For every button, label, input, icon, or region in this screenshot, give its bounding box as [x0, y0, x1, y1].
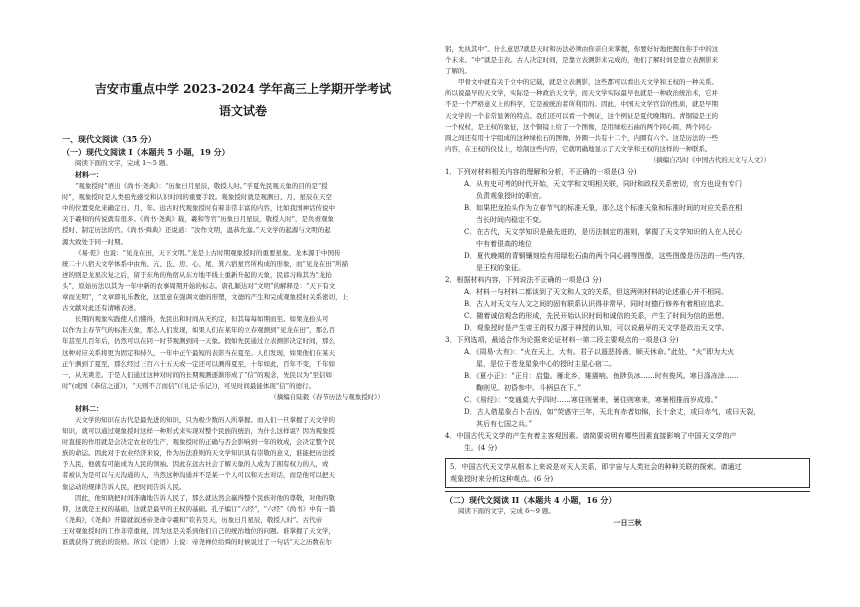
question-stem: 3．下列选项，最适合作为论据来论证材料一第二段主要观点的一项是(3 分) [445, 336, 679, 345]
text-line: 章而光明”，“文章即礼乐教化，这里意在强调文德的形塑，文德的产生和完成观象授时关系密切，上 [62, 293, 349, 302]
text-line: 所以说最早的天文学，实际是一种政治天文学，而天文学实际最早也就是一种政治统治术，它并 [445, 89, 718, 98]
text-line: 象运动的规律告诉人民，把时间告诉人民。 [62, 482, 186, 491]
text-line: 关于羲和的传说就有很多。《尚书·尧典》载，羲和等官“历象日月星辰，敬授人时”，是负责观象 [62, 215, 334, 224]
text-line: 予人民，他就有可能成为人民的领袖。因此在远古社会了解天象的人成为了拥有权力的人，或 [62, 460, 329, 469]
question-option: B．如果把龙抬头作为立春节气的标准天象，那么这个标准天象和标准时间的对应关系在相 [464, 204, 743, 213]
exam-subtitle: 语文试卷 [218, 104, 267, 118]
text-line: “观象授时”语出《尚书·尧典》：“历象日月星辰，敬授人时。”孚夏先民观天象的目的是“授 [75, 182, 328, 191]
question-option: C．随着诚信观念的形成，先民开始认识时间和诚信的关系，产生了时间为信的思想。 [464, 312, 729, 321]
text-line: 一，从无爽差。于是人们通过这种对时间的长期观测逐渐形成了“信”的观念，先民以为“至信如 [62, 370, 332, 379]
material-one-source: （摘编自陆毅《春节历法与观象授时》） [270, 392, 384, 401]
question-option: 是王权的象征。 [476, 264, 525, 273]
question-option: A．《周易·大有》：“火在天上，大有。君子以遏恶扬善，顺天休命。”此处，“火”即为大火 [464, 348, 735, 357]
text-line: 因此，他知晓把时间准确地告诉人民了，那么就达然会赢得整个民族对他的尊敬，对他的敬 [75, 493, 335, 502]
text-line: 了解的。 [445, 67, 471, 76]
instruction: 阅读下面的文字，完成 1～5 题。 [75, 159, 172, 167]
text-line: 谁就获得了统治的资格。所以《论语》上说：帝尧禅位给舜的时候说过了一句话“天之历数在尔 [62, 538, 332, 546]
material-two-source: （摘编自冯时《中国古代的天文与人文》） [649, 155, 770, 164]
text-line: 授时、制定历法的官。《尚书·舜典》还说道：“汝作文明，温恭允塞。”天文学的起源与文明的起 [62, 226, 331, 235]
section-heading: 一、现代文阅读（35 分） [62, 134, 156, 144]
text-line: 头”，原始历法以其为一年中新的农事周期开始的标志。唐孔颖达对“文明”的解释是：“天下有文 [62, 281, 336, 290]
text-line: 古文献对此还有清晰表述。 [62, 304, 140, 313]
question-list [445, 166, 810, 454]
question-5-line: 观象授时来分析这种观点。(6 分) [450, 475, 554, 484]
text-line: 以作为主春节气的标准天象，那么人们发现，如果人们在某年的立春观测到“见龙在田”，那么百 [62, 326, 336, 335]
material-label: 材料二： [75, 403, 103, 413]
text-line: 中的位置变化来确定日、月、年。远古时代观象授时有着非常丰富的内容，比如我国神话传说中 [62, 204, 335, 213]
question-option: 鞠则见。初昏参中。斗柄县在下。” [476, 384, 582, 393]
question-option: C．《易经》：“变通莫大乎四时……寒往则暑来，暑往则寒来，寒暑相推而岁成焉。” [464, 396, 719, 405]
text-line: 仰，这就是王权的基础，这就是最早的王权的基础。孔子编订“六经”，“六经”《尚书》中有一篇 [62, 504, 336, 513]
divider [445, 491, 810, 492]
question-option: D．夏代晚期的青铜镶刻绘有用绿松石曲的两个同心圆等图像，这些图像是历法的一些内容， [464, 252, 750, 261]
question-stem: 4．中国古代天文学的产生有着主客观因素。请简要说明有哪些因素直接影响了中国天文学的产 [445, 432, 737, 441]
text-line: 内容，在王权的仪仗上，绘制这些内容，它就明确地显示了天文学和王权的这样的一种联系。 [445, 144, 712, 153]
question-option: D．观象授时是产生帝王的权力源于神授的认知，可以说最早的天文学是政治天文学。 [464, 324, 729, 333]
question-stem: 1．下列对材料相关内容的理解和分析，不正确的一项是(3 分) [445, 168, 637, 177]
text-line: 者被认为是可以与天沟通的人，当然这种沟通并不是某一个人可以和天去对话，而是他可以把天 [62, 471, 335, 480]
text-line: 甲骨文中就有关于立中的记载，就是立表测影，这些都可以看出天文学和王权的一种关系。 [458, 78, 718, 87]
text-line: 时”，观象授时是人类祖先感受和认识时间的重要手段。观象授时就是观测日、月、星辰在天空 [62, 193, 332, 202]
part-two-instruction: 阅读下面的文字，完成 6～9 题。 [458, 507, 555, 516]
material-two-text [62, 415, 424, 548]
text-line: 统二十八宿天文学体系中由角、亢、氐、房、心、尾、箕六宿星官所构成的形象，而“见龙在田”所描 [62, 259, 349, 268]
question-5-line: 5．中国古代天文学从根本上来说是对天人关系，即宇宙与人类社会的种种关联的探索。请通过 [450, 463, 742, 472]
question-option: A．从有史可考的时代开始，天文学和文明相关联，同时和政权关系密切，官方也设有专门 [464, 180, 743, 189]
story-title: 一日三秋 [613, 518, 642, 528]
question-option: B．古人对天文与人文之间的固有联系认识得非常早，同时对德行修养有着相应追求。 [464, 300, 729, 309]
text-line: 不是一个严格意义上的科学，它是被统治者所利用的。因此，中国天文学官营的性质，就是早期 [445, 100, 718, 109]
material-one-text [62, 181, 424, 392]
text-line: 知识，就可以通过观象授时这样一种形式来实现对整个民族的统治，为什么这样说？因为观象授 [62, 427, 335, 436]
material-label: 材料一： [75, 170, 103, 180]
question-option: 中有着很高的地位 [476, 240, 532, 249]
text-line: 天文学的知识在古代是最先进的知识，只为极少数的人所掌握。而人们一旦掌握了天文学的 [75, 415, 335, 424]
text-line: 述的则是龙星次复之后，留于东角的角宿从东方地平线上重新升起的天象，民谚习称其为“龙抬 [62, 270, 332, 279]
question-option: C．在古代，天文学知识是最先进的，是历法制定的准则，掌握了天文学知识的人在人民心 [464, 228, 743, 237]
text-line: 源大致处于同一时期。 [62, 237, 127, 246]
text-line: 一个权杖，是王权的象征，这个铜镜上给了一个图像，是用绿松石曲的两个同心圆，两个同心 [445, 122, 712, 131]
question-5-box [445, 458, 810, 488]
question-option: A．材料一与材料二都谈到了天文和人文的关系，但这两则材料的论述重心并不相同。 [464, 288, 729, 297]
question-option: 负责观象授时的职官。 [476, 192, 546, 201]
exam-title: 吉安市重点中学 2023-2024 学年高三上学期开学考试 [94, 82, 392, 96]
question-stem: 2．根据材料内容，下列说法不正确的一项是(3 分) [445, 276, 602, 285]
question-option: B．《夏小正》：“正月：启蛰。雁北乡，雉震响。鱼陟负冰……时有俊风。寒日涤冻涂…… [464, 372, 739, 381]
text-line: 年甚至几百年后，仍然可以在同一时节观测到同一天象。假如先民通过立表测影决定时间，那么 [62, 337, 335, 346]
text-line: 《易·乾》也说：“见龙在田，天下文明。”龙是上古时期观象授时的重要星象。龙本源于中国传 [75, 248, 341, 257]
question-option: 星，是位于苍龙星象中心的授时主星心宿二。 [476, 360, 616, 369]
text-line: 《尧典》，《尧典》开篇就叙述帝尧命令羲和“钦若昊天，历象日月星辰，敬授人时”。古代帝 [62, 515, 323, 524]
text-line: 族的命运。因此对于农业经济来说，作为历法准则的天文学知识具有崇敬的意义，谁能把历法授 [62, 449, 335, 458]
text-line: 时直接的作用就是会决定农业的生产，观象授时的正确与否会影响到一年的收成，会决定整个民 [62, 438, 335, 447]
text-line: 个未来。“中”就是圭表。古人决定时间，是靠立表测影来完成的，他们了解时间是靠立表测影来 [445, 56, 719, 65]
text-line: 天文学的一个非常显著的特点。我们还可以看一个例证，这个例证是夏代晚期的。青铜镜是王的 [445, 111, 718, 120]
question-option: 当长时间内稳定不变。 [476, 216, 546, 225]
text-line: 长期的观象实践使人们懂得，先民出和时间从无约定，但其每每如期而至。如果龙抬头可 [75, 315, 329, 324]
question-stem: 生。(4 分) [464, 444, 498, 453]
question-option: 其后有七国之兵。” [476, 420, 533, 429]
text-line: 这种对应关系将更为固定和持久，一年中正午最短的表影当在夏至。人们发现，如果他们在某天 [62, 348, 335, 357]
text-line: 圆之间还有用十字组成的这种绿松石的图像，外圈一共有十二个，内圈有六个。这是历法的一些 [445, 133, 718, 142]
part-two-heading: （二）现代文阅读 II（本题共 4 小题，16 分） [445, 495, 617, 506]
question-option: D．古人借星象占卜吉凶，如“荧惑守三年，天北有赤者如锦，长十余丈，或曰赤气，或曰天裂， [464, 408, 761, 417]
text-line: 王对观象授时的工作非常重视，因为这是关系到他们自己的统治地位的问题。谁掌握了天文学， [62, 526, 335, 535]
text-line: 躬，允执其中”。什么意思?就是天时和历法必须由你亲自来掌握，你要好好地把握住你手中的这 [445, 45, 719, 53]
material-two-continued [445, 44, 810, 155]
text-line: 时”(或国《恭信之道》)，“天则不言而信”(《礼记·乐记》)，可见时间最能体现“信”的德行。 [62, 381, 316, 390]
right-column [445, 44, 810, 529]
part-heading: （一）现代文阅读 I（本题共 5 小题，19 分） [62, 147, 230, 157]
left-column [62, 0, 424, 548]
text-line: 正午测到了夏至，那么经过三百六十五天或一定还可以测得夏至，十年如此，百年不变，千年如 [62, 359, 335, 368]
